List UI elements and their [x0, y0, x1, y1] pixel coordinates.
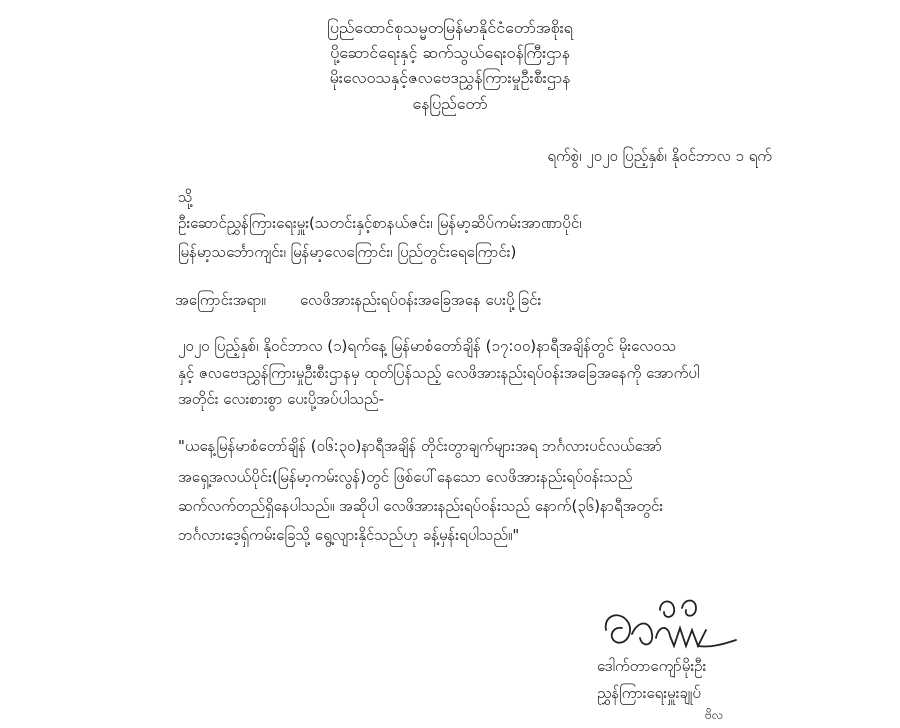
subject-label: အကြောင်းအရာ။ — [175, 291, 266, 309]
body-line-2: နှင့် ဇလဗေဒညွှန်ကြားမှုဦးစီးဌာနမှ ထုတ်ပြန်သည့် လေဖိအားနည်းရပ်ဝန်းအခြေအနေကို အောက်ပါ — [178, 364, 700, 382]
signatory-name: ဒေါက်တာကျော်မိုးဦး — [597, 657, 707, 675]
quote-line-3: ဆက်လက်တည်ရှိနေပါသည်။ အဆိုပါ လေဖိအားနည်းရပ်ဝန်းသည် နောက်(၃၆)နာရီအတွင်း — [178, 497, 664, 515]
to-label: သို့ — [178, 188, 193, 206]
quote-line-4: ဘင်္ဂလားဒေ့ရှ်ကမ်းခြေသို့ ရွေ့လျားနိုင်သည်ဟု ခန့်မှန်းရပါသည်။" — [178, 526, 520, 544]
letterhead-line-4: နေပြည်တော် — [412, 94, 488, 113]
quote-line-2: အရှေ့အလယ်ပိုင်း(မြန်မာ့ကမ်းလွန်)တွင် ဖြစ်ပေါ်နေသော လေဖိအားနည်းရပ်ဝန်းသည် — [178, 468, 633, 486]
body-line-3: အတိုင်း လေးစားစွာ ပေးပို့အပ်ပါသည်- — [178, 390, 385, 408]
letterhead-line-2: ပို့ဆောင်ရေးနှင့် ဆက်သွယ်ရေးဝန်ကြီးဌာန — [330, 43, 570, 62]
letterhead-line-3: မိုးလေဝသနှင့်ဇလဗေဒညွှန်ကြားမှုဦးစီးဌာန — [329, 68, 571, 87]
handwritten-signature — [598, 590, 748, 660]
signature-mark: ဗိလ — [705, 708, 724, 722]
quote-line-1: "ယနေ့မြန်မာစံတော်ချိန် (၀၆:၃၀)နာရီအချိန် တိုင်းတွာချက်များအရ ဘင်္ဂလားပင်လယ်အော် — [178, 437, 663, 455]
subject-text: လေဖိအားနည်းရပ်ဝန်းအခြေအနေ ပေးပို့ခြင်း — [300, 291, 542, 309]
body-line-1: ၂၀၂၀ ပြည့်နှစ်၊ နိုဝင်ဘာလ (၁)ရက်နေ့ မြန်မာစံတော်ချိန် (၁၇:၀၀)နာရီအချိန်တွင် မိုးလေဝသ — [178, 337, 677, 355]
signatory-title: ညွှန်ကြားရေးမှူးချုပ် — [597, 684, 701, 702]
letterhead-line-1: ပြည်ထောင်စုသမ္မတမြန်မာနိုင်ငံတော်အစိုးရ — [327, 18, 573, 37]
date-line: ရက်စွဲ၊ ၂၀၂၀ ပြည့်နှစ်၊ နိုဝင်ဘာလ ၁ ရက် — [547, 147, 772, 165]
recipient-line-1: ဦးဆောင်ညွှန်ကြားရေးမှူး(သတင်းနှင့်စာနယ်ဇင်း၊ မြန်မာ့ဆိပ်ကမ်းအာဏာပိုင်၊ — [178, 214, 582, 232]
recipient-line-2: မြန်မာ့သင်္ဘောကျင်း၊ မြန်မာ့လေကြောင်း၊ ပြည်တွင်းရေကြောင်း) — [178, 243, 517, 261]
